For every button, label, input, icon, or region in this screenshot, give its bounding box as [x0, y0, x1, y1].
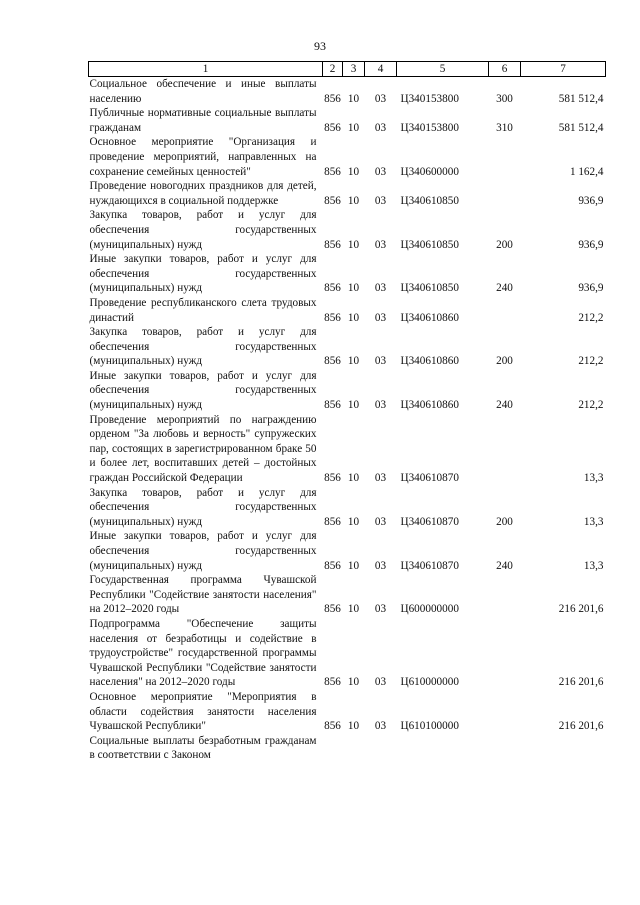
- item-name: Закупка товаров, работ и услуг для обеспечения государственных (муниципальных) нужд: [89, 209, 317, 251]
- page-number: 93: [314, 39, 326, 53]
- header-col-4: 4: [365, 62, 397, 77]
- ministry-code: 856: [324, 165, 341, 178]
- ministry-code: 856: [324, 238, 341, 251]
- section-code: 10: [347, 92, 360, 105]
- item-name: Иные закупки товаров, работ и услуг для обеспечения государственных (муниципальных) нужд: [89, 369, 317, 412]
- ministry-code: 856: [324, 399, 341, 412]
- subsection-code: 03: [374, 238, 387, 251]
- section-code: 10: [347, 282, 360, 295]
- ministry-code: 856: [324, 559, 341, 572]
- item-name: Основное мероприятие "Мероприятия в области содействия занятости населения Чувашской Республики": [89, 690, 317, 733]
- ministry-code: 856: [324, 472, 341, 485]
- header-col-7: 7: [521, 62, 606, 77]
- target-article-code: Ц610000000: [400, 676, 459, 689]
- section-code: 10: [347, 238, 360, 251]
- amount: 13,3: [583, 515, 604, 528]
- subsection-code: 03: [374, 165, 387, 178]
- expense-type-code: 200: [496, 355, 513, 368]
- table-row: [89, 734, 606, 763]
- target-article-code: Ц600000000: [400, 603, 459, 616]
- expense-type-code: [489, 734, 521, 763]
- target-article-code: Ц340153800: [400, 92, 459, 105]
- subsection-code: 03: [374, 282, 387, 295]
- item-name: Основное мероприятие "Организация и проведение мероприятий, направленных на сохранение семейных ценностей": [89, 136, 317, 178]
- item-name: Публичные нормативные социальные выплаты гражданам: [89, 107, 317, 134]
- ministry-code: 856: [324, 282, 341, 295]
- table-header: [89, 62, 606, 77]
- amount: 936,9: [578, 238, 604, 251]
- item-name: Иные закупки товаров, работ и услуг для обеспечения государственных (муниципальных) нужд: [89, 253, 317, 295]
- amount: 212,2: [578, 355, 604, 368]
- amount: 212,2: [578, 399, 604, 412]
- subsection-code: 03: [374, 720, 387, 733]
- subsection-code: 03: [374, 515, 387, 528]
- item-name: Иные закупки товаров, работ и услуг для обеспечения государственных (муниципальных) нужд: [89, 530, 317, 572]
- table-row: [89, 77, 606, 107]
- table-body: [89, 77, 606, 763]
- target-article-code: Ц340153800: [400, 121, 459, 134]
- expense-type-code: [489, 135, 521, 179]
- target-article-code: Ц340610860: [400, 355, 459, 368]
- item-name: Подпрограмма "Обеспечение защиты населения от безработицы и содействие в трудоустройстве" государственной программы Чувашской Республики "Содействие занятости населения" на 2012–2020 годы: [89, 617, 317, 689]
- amount: 216 201,6: [558, 720, 604, 733]
- target-article-code: Ц340610870: [400, 559, 459, 572]
- amount: 936,9: [578, 194, 604, 207]
- table-row: [89, 106, 606, 135]
- amount: 581 512,4: [558, 121, 604, 134]
- target-article-code: [397, 734, 489, 763]
- amount: 212,2: [578, 311, 604, 324]
- table-row: [89, 252, 606, 296]
- item-name: Проведение республиканского слета трудовых династий: [89, 296, 317, 324]
- item-name: Закупка товаров, работ и услуг для обеспечения государственных (муниципальных) нужд: [89, 486, 317, 528]
- subsection-code: 03: [374, 194, 387, 207]
- ministry-code: 856: [324, 311, 341, 324]
- expense-type-code: [489, 179, 521, 208]
- subsection-code: 03: [374, 399, 387, 412]
- header-col-6: 6: [489, 62, 521, 77]
- expense-type-code: 240: [496, 282, 513, 295]
- section-code: 10: [347, 399, 360, 412]
- amount: [521, 734, 606, 763]
- item-name: Проведение новогодних праздников для детей, нуждающихся в социальной поддержке: [89, 180, 317, 207]
- table-row: [89, 296, 606, 325]
- expense-type-code: [489, 617, 521, 690]
- amount: 581 512,4: [558, 92, 604, 105]
- target-article-code: Ц340600000: [400, 165, 459, 178]
- subsection-code: 03: [374, 121, 387, 134]
- table-row: [89, 690, 606, 734]
- header-col-2: 2: [323, 62, 343, 77]
- subsection-code: 03: [374, 355, 387, 368]
- section-code: 10: [347, 559, 360, 572]
- expense-type-code: 240: [496, 399, 513, 412]
- item-name: Социальное обеспечение и иные выплаты населению: [89, 78, 317, 105]
- section-code: 10: [347, 194, 360, 207]
- ministry-code: 856: [324, 194, 341, 207]
- table-row: [89, 486, 606, 530]
- subsection-code: [365, 734, 397, 763]
- expense-type-code: 240: [496, 559, 513, 572]
- subsection-code: 03: [374, 472, 387, 485]
- header-col-1: 1: [89, 62, 323, 77]
- ministry-code: 856: [324, 121, 341, 134]
- target-article-code: Ц340610850: [400, 238, 459, 251]
- expense-type-code: [489, 573, 521, 617]
- target-article-code: Ц340610850: [400, 282, 459, 295]
- table-row: [89, 413, 606, 486]
- table-row: [89, 208, 606, 252]
- table-row: [89, 179, 606, 208]
- table-row: [89, 135, 606, 179]
- target-article-code: Ц340610870: [400, 472, 459, 485]
- ministry-code: 856: [324, 515, 341, 528]
- item-name: Государственная программа Чувашской Республики "Содействие занятости населения" на 2012–2020 годы: [89, 574, 317, 616]
- subsection-code: 03: [374, 559, 387, 572]
- budget-table: [88, 61, 606, 763]
- ministry-code: 856: [324, 603, 341, 616]
- item-name: Закупка товаров, работ и услуг для обеспечения государственных (муниципальных) нужд: [89, 326, 317, 368]
- table-row: [89, 573, 606, 617]
- item-name: Социальные выплаты безработным гражданам в соответствии с Законом: [89, 734, 317, 762]
- section-code: 10: [347, 676, 360, 689]
- expense-type-code: [489, 690, 521, 734]
- subsection-code: 03: [374, 603, 387, 616]
- table-row: [89, 369, 606, 413]
- expense-type-code: [489, 296, 521, 325]
- expense-type-code: [489, 413, 521, 486]
- subsection-code: 03: [374, 676, 387, 689]
- amount: 216 201,6: [558, 676, 604, 689]
- header-row: [89, 62, 606, 77]
- amount: 13,3: [583, 559, 604, 572]
- subsection-code: 03: [374, 92, 387, 105]
- header-col-3: 3: [343, 62, 365, 77]
- ministry-code: 856: [324, 676, 341, 689]
- ministry-code: 856: [324, 355, 341, 368]
- target-article-code: Ц340610870: [400, 515, 459, 528]
- subsection-code: 03: [374, 311, 387, 324]
- section-code: 10: [347, 311, 360, 324]
- amount: 1 162,4: [569, 165, 604, 178]
- section-code: 10: [347, 720, 360, 733]
- expense-type-code: 310: [496, 121, 513, 134]
- section-code: 10: [347, 603, 360, 616]
- item-name: Проведение мероприятий по награждению орденом "За любовь и верность" супружеских пар, состоящих в зарегистрированном браке 50 и более лет, воспитавших детей – достойных граждан Российской Федерации: [89, 413, 317, 485]
- header-col-5: 5: [397, 62, 489, 77]
- target-article-code: Ц340610850: [400, 194, 459, 207]
- section-code: [343, 734, 365, 763]
- expense-type-code: 200: [496, 238, 513, 251]
- expense-type-code: 200: [496, 515, 513, 528]
- amount: 13,3: [583, 472, 604, 485]
- amount: 936,9: [578, 282, 604, 295]
- target-article-code: Ц610100000: [400, 720, 459, 733]
- target-article-code: Ц340610860: [400, 311, 459, 324]
- section-code: 10: [347, 165, 360, 178]
- ministry-code: [323, 734, 343, 763]
- ministry-code: 856: [324, 720, 341, 733]
- expense-type-code: 300: [496, 92, 513, 105]
- section-code: 10: [347, 121, 360, 134]
- table-row: [89, 529, 606, 573]
- section-code: 10: [347, 355, 360, 368]
- amount: 216 201,6: [558, 603, 604, 616]
- table-row: [89, 325, 606, 369]
- target-article-code: Ц340610860: [400, 399, 459, 412]
- table-row: [89, 617, 606, 690]
- ministry-code: 856: [324, 92, 341, 105]
- section-code: 10: [347, 515, 360, 528]
- section-code: 10: [347, 472, 360, 485]
